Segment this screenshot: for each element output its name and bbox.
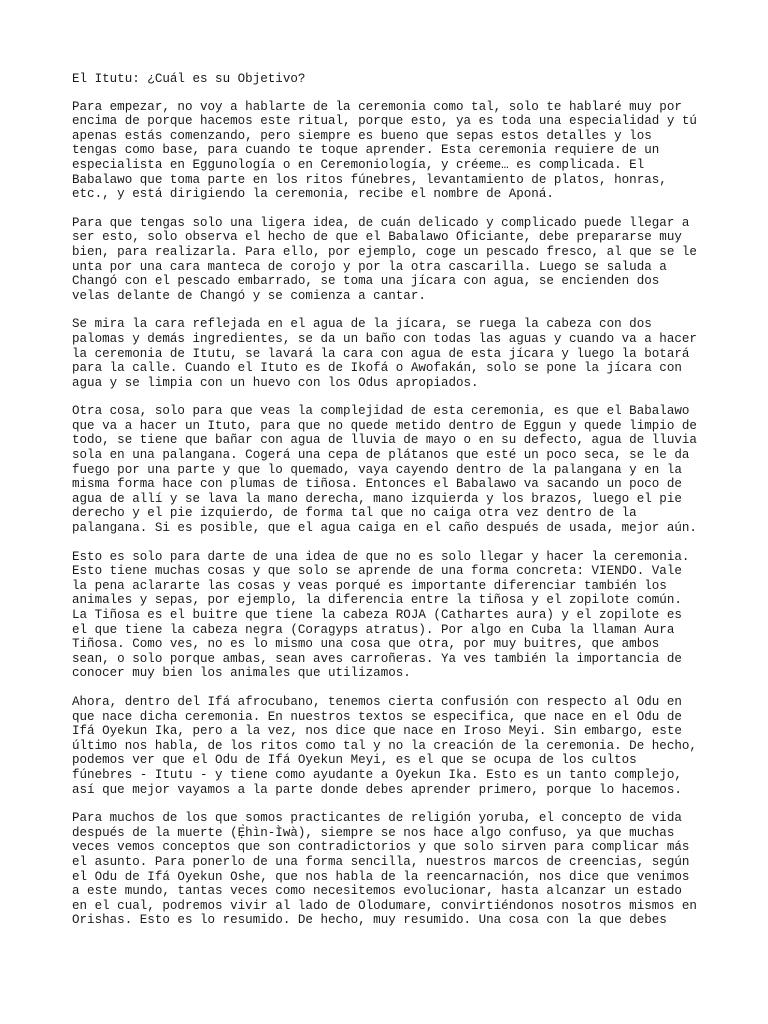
- text-line: el Odu de Ifá Oyekun Oshe, que nos habla de la reencarnación, nos dice que venimos: [72, 869, 690, 884]
- text-line: Ahora, dentro del Ifá afrocubano, tenemos cierta confusión con respecto al Odu en: [72, 694, 682, 709]
- text-line: la ceremonia de Itutu, se lavará la cara con agua de esta jícara y luego la botará: [72, 346, 690, 361]
- text-line: apenas estás comenzando, pero siempre es bueno que sepas estos detalles y los: [72, 128, 652, 143]
- text-line: Changó con el pescado embarrado, se toma una jícara con agua, se encienden dos: [72, 274, 660, 289]
- text-line: fúnebres - Itutu - y tiene como ayudante a Oyekun Ika. Esto es un tanto complejo,: [72, 767, 682, 782]
- text-line: el asunto. Para ponerlo de una forma sencilla, nuestros marcos de creencias, según: [72, 854, 690, 869]
- text-line: Para que tengas solo una ligera idea, de cuán delicado y complicado puede llegar a: [72, 215, 690, 230]
- paragraph: [72, 811, 702, 928]
- text-line: palangana. Si es posible, que el agua caiga en el caño después de usada, mejor aún.: [72, 521, 697, 536]
- paragraph: [72, 404, 702, 535]
- text-line: agua y se limpia con un huevo con los Odus apropiados.: [72, 375, 479, 390]
- paragraph: [72, 695, 702, 797]
- text-line: Para empezar, no voy a hablarte de la ceremonia como tal, solo te hablaré muy por: [72, 99, 682, 114]
- text-line: en el cual, podremos vivir al lado de Olodumare, convirtiéndonos nosotros mismos en: [72, 898, 697, 913]
- text-line: velas delante de Changó y se comienza a cantar.: [72, 288, 426, 303]
- text-line: agua de allí y se lava la mano derecha, mano izquierda y los brazos, luego el pie: [72, 491, 682, 506]
- text-line: Babalawo que toma parte en los ritos fúnebres, levantamiento de platos, honras,: [72, 172, 667, 187]
- text-line: Otra cosa, solo para que veas la complejidad de esta ceremonia, es que el Babalawo: [72, 404, 690, 419]
- text-line: podemos ver que el Odu de Ifá Oyekun Meyi, es el que se ocupa de los cultos: [72, 753, 637, 768]
- text-line: Ifá Oyekun Ika, pero a la vez, nos dice que nace en Iroso Meyi. Sin embargo, este: [72, 724, 682, 739]
- text-line: así que mejor vayamos a la parte donde debes aprender primero, porque lo hacemos.: [72, 782, 682, 797]
- document-body: [72, 100, 702, 928]
- text-line: sola en una palangana. Cogerá una cepa de plátanos que esté un poco seca, se le da: [72, 448, 690, 463]
- text-line: Orishas. Esto es lo resumido. De hecho, muy resumido. Una cosa con la que debes: [72, 913, 667, 928]
- text-line: que va a hacer un Ituto, para que no quede metido dentro de Eggun y quede limpio de: [72, 418, 697, 433]
- text-line: palomas y demás ingredientes, se da un baño con todas las aguas y cuando va a hacer: [72, 331, 697, 346]
- text-line: bien, para realizarla. Para ello, por ejemplo, coge un pescado fresco, al que se le: [72, 244, 697, 259]
- text-line: Para muchos de los que somos practicantes de religión yoruba, el concepto de vida: [72, 811, 682, 826]
- text-line: encima de porque hacemos este ritual, porque esto, ya es toda una especialidad y tú: [72, 114, 697, 129]
- text-line: Esto tiene muchas cosas y que solo se aprende de una forma concreta: VIENDO. Vale: [72, 564, 682, 579]
- text-line: etc., y está dirigiendo la ceremonia, recibe el nombre de Aponá.: [72, 187, 554, 202]
- text-line: misma forma hace con plumas de tiñosa. Entonces el Babalawo va sacando un poco de: [72, 477, 682, 492]
- text-line: Esto es solo para darte de una idea de que no es solo llegar y hacer la ceremonia.: [72, 549, 690, 564]
- text-line: fuego por una parte y que lo quemado, vaya cayendo dentro de la palangana y en la: [72, 462, 682, 477]
- text-line: que nace dicha ceremonia. En nuestros textos se especifica, que nace en el Odu de: [72, 709, 682, 724]
- text-line: para la calle. Cuando el Ituto es de Ikofá o Awofakán, solo se pone la jícara con: [72, 361, 682, 376]
- text-line: Se mira la cara reflejada en el agua de la jícara, se ruega la cabeza con dos: [72, 317, 652, 332]
- text-line: la pena aclararte las cosas y veas porqué es importante diferenciar también los: [72, 578, 667, 593]
- text-line: todo, se tiene que bañar con agua de lluvia de mayo o en su defecto, agua de lluvia: [72, 433, 697, 448]
- text-line: ser esto, solo observa el hecho de que el Babalawo Oficiante, debe prepararse muy: [72, 230, 682, 245]
- document-page: [72, 72, 702, 942]
- text-line: derecho y el pie izquierdo, de forma tal que no caiga otra vez dentro de la: [72, 506, 637, 521]
- text-line: el que tiene la cabeza negra (Coragyps atratus). Por algo en Cuba la llaman Aura: [72, 622, 675, 637]
- text-line: último nos habla, de los ritos como tal y no la creación de la ceremonia. De hecho,: [72, 738, 697, 753]
- text-line: después de la muerte (Ẹ̀hìn-Ìwà), siempre se nos hace algo confuso, ya que muchas: [72, 825, 675, 840]
- paragraph: [72, 317, 702, 390]
- document-title: El Itutu: ¿Cuál es su Objetivo?: [72, 72, 306, 86]
- text-line: La Tiñosa es el buitre que tiene la cabeza ROJA (Cathartes aura) y el zopilote es: [72, 608, 682, 622]
- text-line: Tiñosa. Como ves, no es lo mismo una cosa que otra, por muy buitres, que ambos: [72, 637, 660, 652]
- paragraph: [72, 216, 702, 304]
- paragraph: [72, 100, 702, 202]
- text-line: animales y sepas, por ejemplo, la diferencia entre la tiñosa y el zopilote común.: [72, 593, 682, 608]
- text-line: sean, o solo porque ambas, sean aves carroñeras. Ya ves también la importancia de: [72, 651, 682, 666]
- text-line: a este mundo, tantas veces como necesitemos evolucionar, hasta alcanzar un estado: [72, 884, 682, 899]
- text-line: tengas como base, para cuando te toque aprender. Esta ceremonia requiere de un: [72, 143, 660, 158]
- text-line: veces vemos conceptos que son contradictorios y que solo sirven para complicar más: [72, 840, 690, 855]
- text-line: unta por una cara manteca de corojo y por la otra cascarilla. Luego se saluda a: [72, 259, 667, 274]
- paragraph: [72, 550, 702, 681]
- text-line: especialista en Eggunología o en Ceremoniología, y créeme… es complicada. El: [72, 157, 645, 172]
- text-line: conocer muy bien los animales que utilizamos.: [72, 666, 411, 681]
